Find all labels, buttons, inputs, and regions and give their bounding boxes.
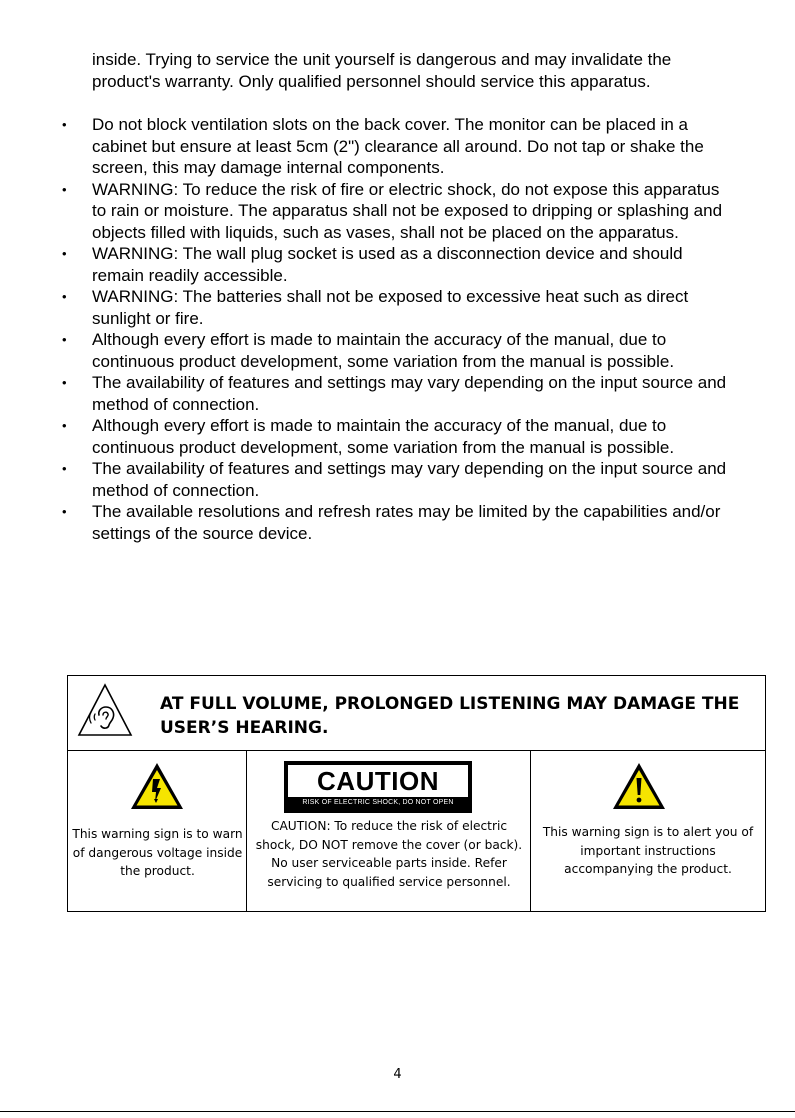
bullet-item xyxy=(0,286,732,329)
bullet-symbol: • xyxy=(62,504,67,519)
bullet-text: The availability of features and settings may vary depending on the input source and method of connection. xyxy=(92,373,727,414)
hearing-damage-warning-icon xyxy=(76,682,134,738)
bullet-item xyxy=(0,243,732,286)
exclamation-warning-icon xyxy=(611,761,667,811)
bullet-item xyxy=(0,372,732,415)
bullet-text: WARNING: The wall plug socket is used as a disconnection device and should remain readily accessible. xyxy=(92,244,683,285)
bullet-text: The availability of features and settings may vary depending on the input source and method of connection. xyxy=(92,459,727,500)
caution-label-graphic xyxy=(284,761,472,813)
bullet-symbol: • xyxy=(62,332,67,347)
safety-bullet-list xyxy=(0,114,795,544)
bullet-symbol: • xyxy=(62,289,67,304)
bullet-text: The available resolutions and refresh rates may be limited by the capabilities and/or settings of the source device. xyxy=(92,502,721,543)
exclamation-symbol-description: This warning sign is to alert you of important instructions accompanying the product. xyxy=(542,825,754,876)
intro-paragraph: inside. Trying to service the unit yourself is dangerous and may invalidate the product's warranty. Only qualified personnel should service this apparatus. xyxy=(92,50,672,91)
bullet-item xyxy=(0,501,732,544)
bullet-symbol: • xyxy=(62,375,67,390)
bullet-item xyxy=(0,415,732,458)
safety-symbols-table xyxy=(67,750,766,912)
bullet-text: Although every effort is made to maintain the accuracy of the manual, due to continuous product development, some variation from the manual is possible. xyxy=(92,416,675,457)
bullet-symbol: • xyxy=(62,461,67,476)
bullet-symbol: • xyxy=(62,181,67,197)
bullet-item xyxy=(0,458,732,501)
bottom-rule xyxy=(0,1111,795,1112)
bullet-item xyxy=(0,329,732,372)
lightning-symbol-cell xyxy=(68,751,247,911)
caution-symbol-description: CAUTION: To reduce the risk of electric shock, DO NOT remove the cover (or back). No user serviceable parts inside. Refer servicing to qualified service personnel. xyxy=(255,819,523,889)
bullet-item xyxy=(0,114,732,179)
bullet-text: WARNING: To reduce the risk of fire or electric shock, do not expose this apparatus to rain or moisture. The apparatus shall not be exposed to dripping or splashing and objects filled with liquids, such as vases, shall not be placed on the apparatus. xyxy=(92,179,723,242)
bullet-text: WARNING: The batteries shall not be exposed to excessive heat such as direct sunlight or fire. xyxy=(92,287,689,328)
lightning-warning-icon xyxy=(129,761,185,811)
page-number: 4 xyxy=(393,1067,402,1082)
bullet-symbol: • xyxy=(62,246,67,261)
caution-sublabel: RISK OF ELECTRIC SHOCK, DO NOT OPEN xyxy=(302,799,454,806)
caution-symbol-cell xyxy=(247,751,531,911)
bullet-symbol: • xyxy=(62,117,67,132)
bullet-item xyxy=(0,179,732,244)
bullet-text: Do not block ventilation slots on the back cover. The monitor can be placed in a cabinet but ensure at least 5cm (2") clearance all around. Do not tap or shake the screen, this may damage internal components. xyxy=(92,115,704,177)
hearing-warning-text: AT FULL VOLUME, PROLONGED LISTENING MAY DAMAGE THE USER’S HEARING. xyxy=(160,694,740,738)
exclamation-symbol-cell xyxy=(531,751,765,911)
hearing-warning-box xyxy=(67,675,766,750)
bullet-symbol: • xyxy=(62,418,67,433)
lightning-symbol-description: This warning sign is to warn of dangerous voltage inside the product. xyxy=(72,827,243,878)
caution-label: CAUTION xyxy=(288,765,468,797)
bullet-text: Although every effort is made to maintain the accuracy of the manual, due to continuous product development, some variation from the manual is possible. xyxy=(92,330,675,371)
